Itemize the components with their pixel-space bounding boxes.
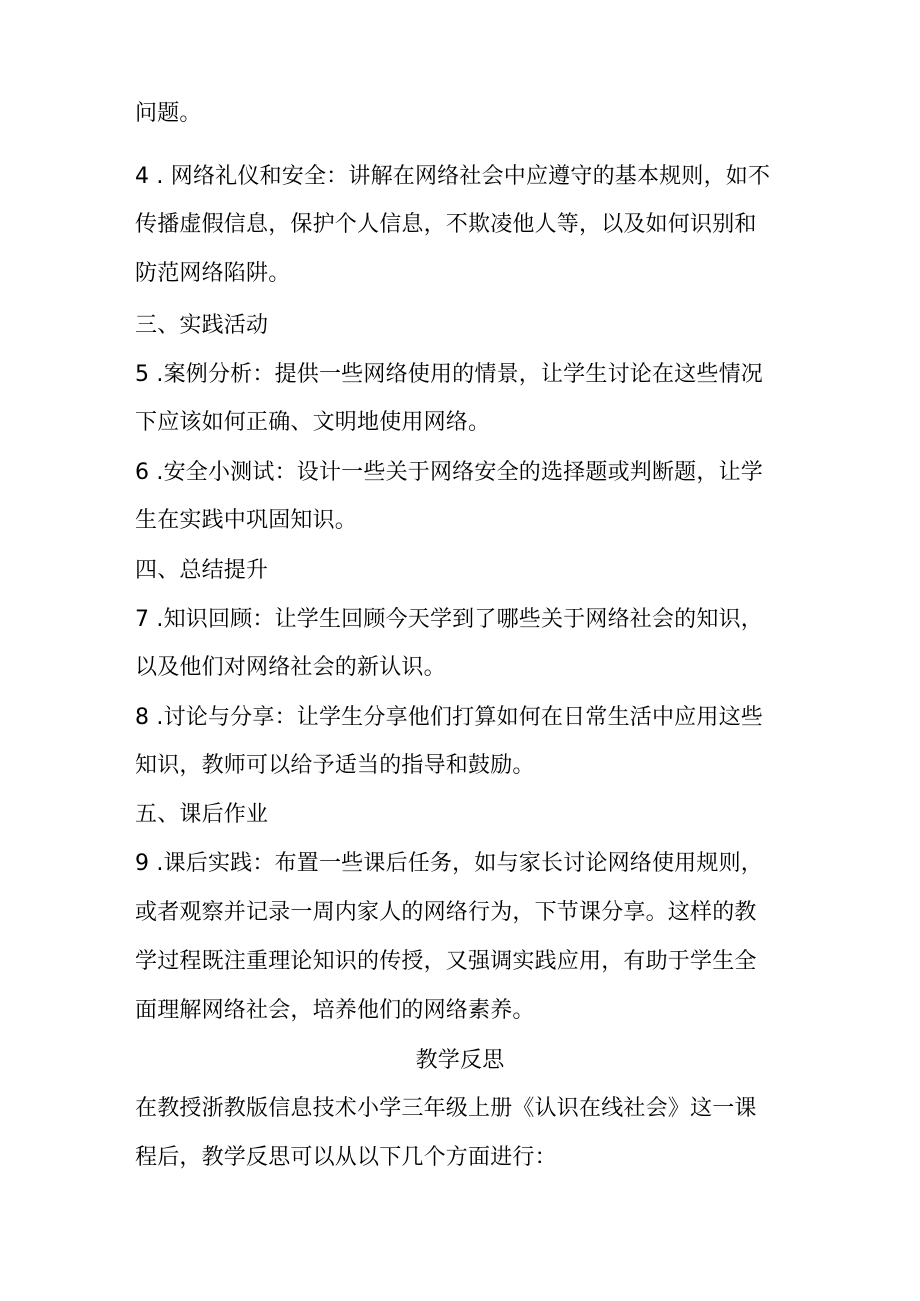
section-heading-3: 三、实践活动 [135, 313, 269, 338]
list-item-4-line: 4 . 网络礼仪和安全：讲解在网络社会中应遵守的基本规则，如不 [135, 164, 771, 189]
list-item-7-line: 以及他们对网络社会的新认识。 [135, 655, 446, 680]
list-item-4-line: 传播虚假信息，保护个人信息，不欺凌他人等，以及如何识别和 [135, 212, 757, 237]
list-item-7-line: 7 .知识回顾：让学生回顾今天学到了哪些关于网络社会的知识， [135, 607, 763, 632]
list-item-9-line: 9 .课后实践：布置一些课后任务，如与家长讨论网络使用规则， [135, 851, 763, 876]
list-item-5-line: 5 .案例分析：提供一些网络使用的情景，让学生讨论在这些情况 [135, 362, 763, 387]
list-item-8-line: 知识，教师可以给予适当的指导和鼓励。 [135, 753, 535, 778]
list-item-4-line: 防范网络陷阱。 [135, 261, 291, 286]
section-title-reflection: 教学反思 [415, 1048, 505, 1073]
paragraph-line: 在教授浙教版信息技术小学三年级上册《认识在线社会》这一课 [135, 1096, 757, 1121]
list-item-9-line: 面理解网络社会，培养他们的网络素养。 [135, 998, 535, 1023]
list-item-6-line: 6 .安全小测试：设计一些关于网络安全的选择题或判断题，让学 [135, 460, 763, 485]
list-item-9-line: 学过程既注重理论知识的传授，又强调实践应用，有助于学生全 [135, 949, 757, 974]
section-heading-4: 四、总结提升 [135, 558, 269, 583]
list-item-9-line: 或者观察并记录一周内家人的网络行为，下节课分享。这样的教 [135, 900, 757, 925]
paragraph-line: 问题。 [135, 101, 202, 126]
list-item-5-line: 下应该如何正确、文明地使用网络。 [135, 410, 491, 435]
list-item-6-line: 生在实践中巩固知识。 [135, 508, 358, 533]
section-heading-5: 五、课后作业 [135, 802, 269, 827]
paragraph-line: 程后，教学反思可以从以下几个方面进行： [135, 1145, 557, 1170]
list-item-8-line: 8 .讨论与分享：让学生分享他们打算如何在日常生活中应用这些 [135, 705, 763, 730]
